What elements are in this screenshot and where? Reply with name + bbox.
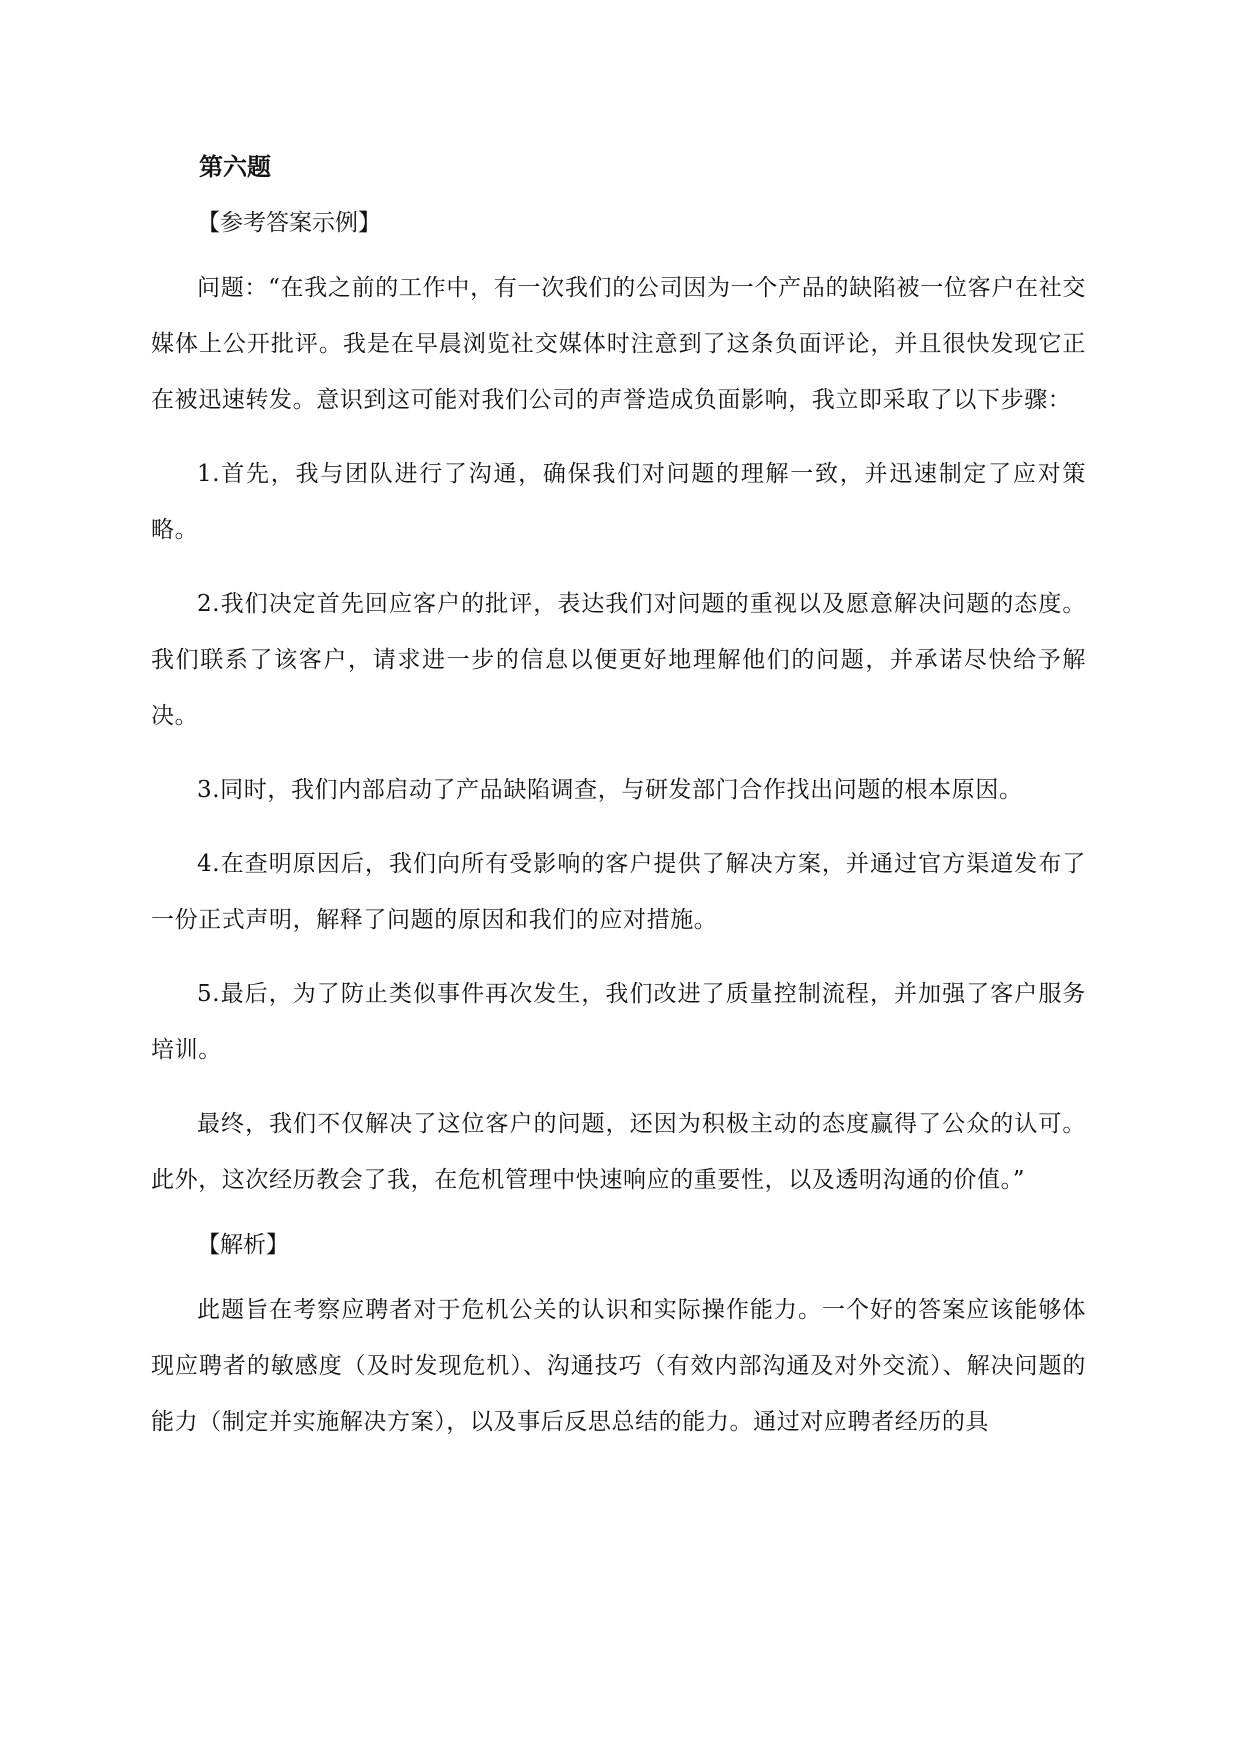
sample-answer-label: 【参考答案示例】 [197, 210, 381, 236]
conclusion-paragraph: 最终，我们不仅解决了这位客户的问题，还因为积极主动的态度赢得了公众的认可。此外，这次经历教会了我，在危机管理中快速响应的重要性，以及透明沟通的价值。” [151, 1111, 1086, 1193]
question-title: 第六题 [199, 152, 271, 181]
step-paragraph-4: 4.在查明原因后，我们向所有受影响的客户提供了解决方案，并通过官方渠道发布了一份正式声明，解释了问题的原因和我们的应对措施。 [151, 851, 1086, 933]
step-paragraph-1: 1.首先，我与团队进行了沟通，确保我们对问题的理解一致，并迅速制定了应对策略。 [151, 461, 1086, 543]
question-paragraph: 问题：“在我之前的工作中，有一次我们的公司因为一个产品的缺陷被一位客户在社交媒体上公开批评。我是在早晨浏览社交媒体时注意到了这条负面评论，并且很快发现它正在被迅速转发。意识到这可能对我们公司的声誉造成负面影响，我立即采取了以下步骤： [151, 275, 1086, 413]
analysis-label: 【解析】 [197, 1232, 289, 1258]
step-paragraph-5: 5.最后，为了防止类似事件再次发生，我们改进了质量控制流程，并加强了客户服务培训。 [151, 981, 1086, 1063]
step-paragraph-2: 2.我们决定首先回应客户的批评，表达我们对问题的重视以及愿意解决问题的态度。我们联系了该客户，请求进一步的信息以便更好地理解他们的问题，并承诺尽快给予解决。 [151, 591, 1086, 729]
analysis-paragraph: 此题旨在考察应聘者对于危机公关的认识和实际操作能力。一个好的答案应该能够体现应聘者的敏感度（及时发现危机）、沟通技巧（有效内部沟通及对外交流）、解决问题的能力（制定并实施解决方案），以及事后反思总结的能力。通过对应聘者经历的具 [151, 1297, 1086, 1435]
step-paragraph-3: 3.同时，我们内部启动了产品缺陷调查，与研发部门合作找出问题的根本原因。 [197, 777, 1023, 803]
document-body [151, 148, 1086, 1450]
